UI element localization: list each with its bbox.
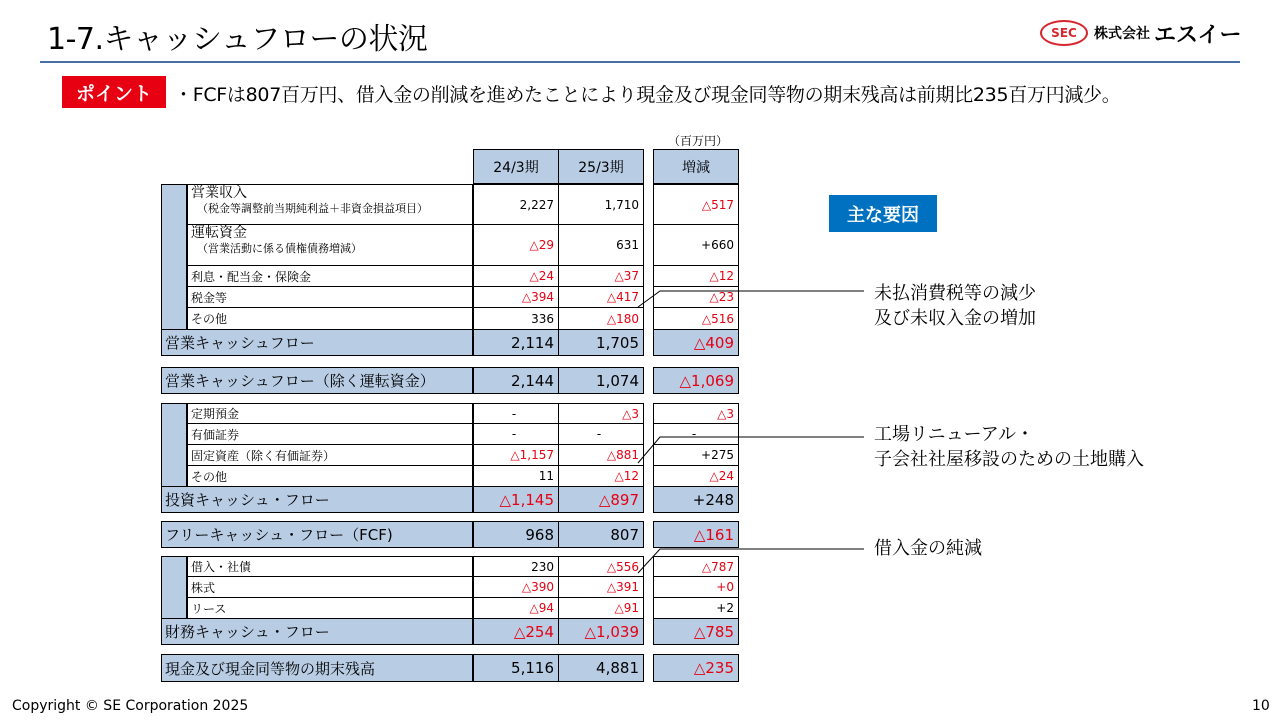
fcf-prev: 968 <box>473 521 559 548</box>
logo-main: エスイー <box>1154 22 1242 48</box>
ending-balance-prev: 5,116 <box>473 654 559 682</box>
table-row-label: 有価証券 <box>187 424 473 445</box>
connector-tax <box>638 291 864 307</box>
financing-total-curr: △1,039 <box>558 618 644 645</box>
table-row-label: 利息・配当金・保険金 <box>187 266 473 287</box>
operating-total-prev: 2,114 <box>473 329 559 356</box>
cell-diff: - <box>653 424 739 445</box>
header-prev: 24/3期 <box>473 149 559 184</box>
operating-ex-wc-label: 営業キャッシュフロー（除く運転資金） <box>161 367 473 394</box>
table-row-label: その他 <box>187 466 473 487</box>
table-row-label: その他 <box>187 308 473 330</box>
main-factors-badge: 主な要因 <box>829 195 937 232</box>
cell-curr: △37 <box>558 266 644 287</box>
cell-diff: △12 <box>653 266 739 287</box>
table-row-label: 借入・社債 <box>187 556 473 577</box>
cell-diff: △3 <box>653 403 739 424</box>
header-diff: 増減 <box>653 149 739 184</box>
operating-ex-wc-curr: 1,074 <box>558 367 644 394</box>
ending-balance-diff: △235 <box>653 654 739 682</box>
cell-curr: △391 <box>558 577 644 598</box>
cell-prev: △394 <box>473 287 559 308</box>
cell-curr: △3 <box>558 403 644 424</box>
table-row-label: 税金等 <box>187 287 473 308</box>
financing-total-diff: △785 <box>653 618 739 645</box>
row-label-main: 運転資金 <box>191 225 247 241</box>
cell-prev: △94 <box>473 598 559 619</box>
copyright: Copyright © SE Corporation 2025 <box>12 698 249 714</box>
cell-diff: △517 <box>653 184 739 225</box>
row-label-sub: （税金等調整前当期純利益＋非資金損益項目） <box>197 202 428 215</box>
cell-prev: 11 <box>473 466 559 487</box>
cell-diff: +2 <box>653 598 739 619</box>
fcf-diff: △161 <box>653 521 739 548</box>
operating-total-diff: △409 <box>653 329 739 356</box>
table-row-label: 株式 <box>187 577 473 598</box>
cell-prev: 2,227 <box>473 184 559 225</box>
cell-diff: △24 <box>653 466 739 487</box>
cell-curr: △881 <box>558 445 644 466</box>
note-line: 借入金の純減 <box>874 538 982 559</box>
note-line: 子会社社屋移設のための土地購入 <box>874 449 1144 470</box>
cell-prev: △29 <box>473 225 559 266</box>
operating-total-label: 営業キャッシュフロー <box>161 329 473 356</box>
table-row-label: リース <box>187 598 473 619</box>
header-curr: 25/3期 <box>558 149 644 184</box>
operating-total-curr: 1,705 <box>558 329 644 356</box>
cell-curr: 631 <box>558 225 644 266</box>
financing-total-prev: △254 <box>473 618 559 645</box>
cell-diff: +660 <box>653 225 739 266</box>
table-row-label: 定期預金 <box>187 403 473 424</box>
cell-diff: △23 <box>653 287 739 308</box>
row-label-main: 営業収入 <box>191 185 247 201</box>
investing-total-diff: +248 <box>653 486 739 513</box>
cell-prev: 336 <box>473 308 559 330</box>
investing-total-label: 投資キャッシュ・フロー <box>161 486 473 513</box>
operating-ex-wc-diff: △1,069 <box>653 367 739 394</box>
unit-label: （百万円） <box>668 134 729 148</box>
page-number: 10 <box>1252 698 1270 714</box>
cell-curr: - <box>558 424 644 445</box>
investing-total-prev: △1,145 <box>473 486 559 513</box>
cell-prev: - <box>473 424 559 445</box>
financing-total-label: 財務キャッシュ・フロー <box>161 618 473 645</box>
cell-prev: △1,157 <box>473 445 559 466</box>
cell-prev: 230 <box>473 556 559 577</box>
point-badge: ポイント <box>62 76 166 108</box>
point-text: ・FCFは807百万円、借入金の削減を進めたことにより現金及び現金同等物の期末残高は前期比235百万円減少。 <box>174 84 1121 106</box>
cell-diff: +0 <box>653 577 739 598</box>
cell-curr: △180 <box>558 308 644 330</box>
ending-balance-label: 現金及び現金同等物の期末残高 <box>161 654 473 682</box>
fcf-curr: 807 <box>558 521 644 548</box>
cell-curr: △91 <box>558 598 644 619</box>
operating-ex-wc-prev: 2,144 <box>473 367 559 394</box>
investing-total-curr: △897 <box>558 486 644 513</box>
fcf-label: フリーキャッシュ・フロー（FCF) <box>161 521 473 548</box>
cell-diff: +275 <box>653 445 739 466</box>
connector-fixed-assets <box>638 437 864 463</box>
cell-curr: 1,710 <box>558 184 644 225</box>
cell-curr: △556 <box>558 556 644 577</box>
connector-borrowings <box>638 549 864 573</box>
table-row-label: 固定資産（除く有価証券） <box>187 445 473 466</box>
row-label-sub: （営業活動に係る債権債務増減） <box>197 242 362 255</box>
ending-balance-curr: 4,881 <box>558 654 644 682</box>
page-title: 1-7.キャッシュフローの状況 <box>47 22 428 57</box>
cell-diff: △516 <box>653 308 739 330</box>
logo-seal: SEC <box>1040 20 1088 46</box>
note-line: 及び未収入金の増加 <box>874 308 1036 329</box>
cell-prev: △24 <box>473 266 559 287</box>
cell-prev: - <box>473 403 559 424</box>
cell-curr: △417 <box>558 287 644 308</box>
cell-prev: △390 <box>473 577 559 598</box>
cell-curr: △12 <box>558 466 644 487</box>
cell-diff: △787 <box>653 556 739 577</box>
note-line: 工場リニューアル・ <box>874 424 1035 445</box>
logo-sub: 株式会社 <box>1094 26 1150 42</box>
note-line: 未払消費税等の減少 <box>874 283 1036 304</box>
